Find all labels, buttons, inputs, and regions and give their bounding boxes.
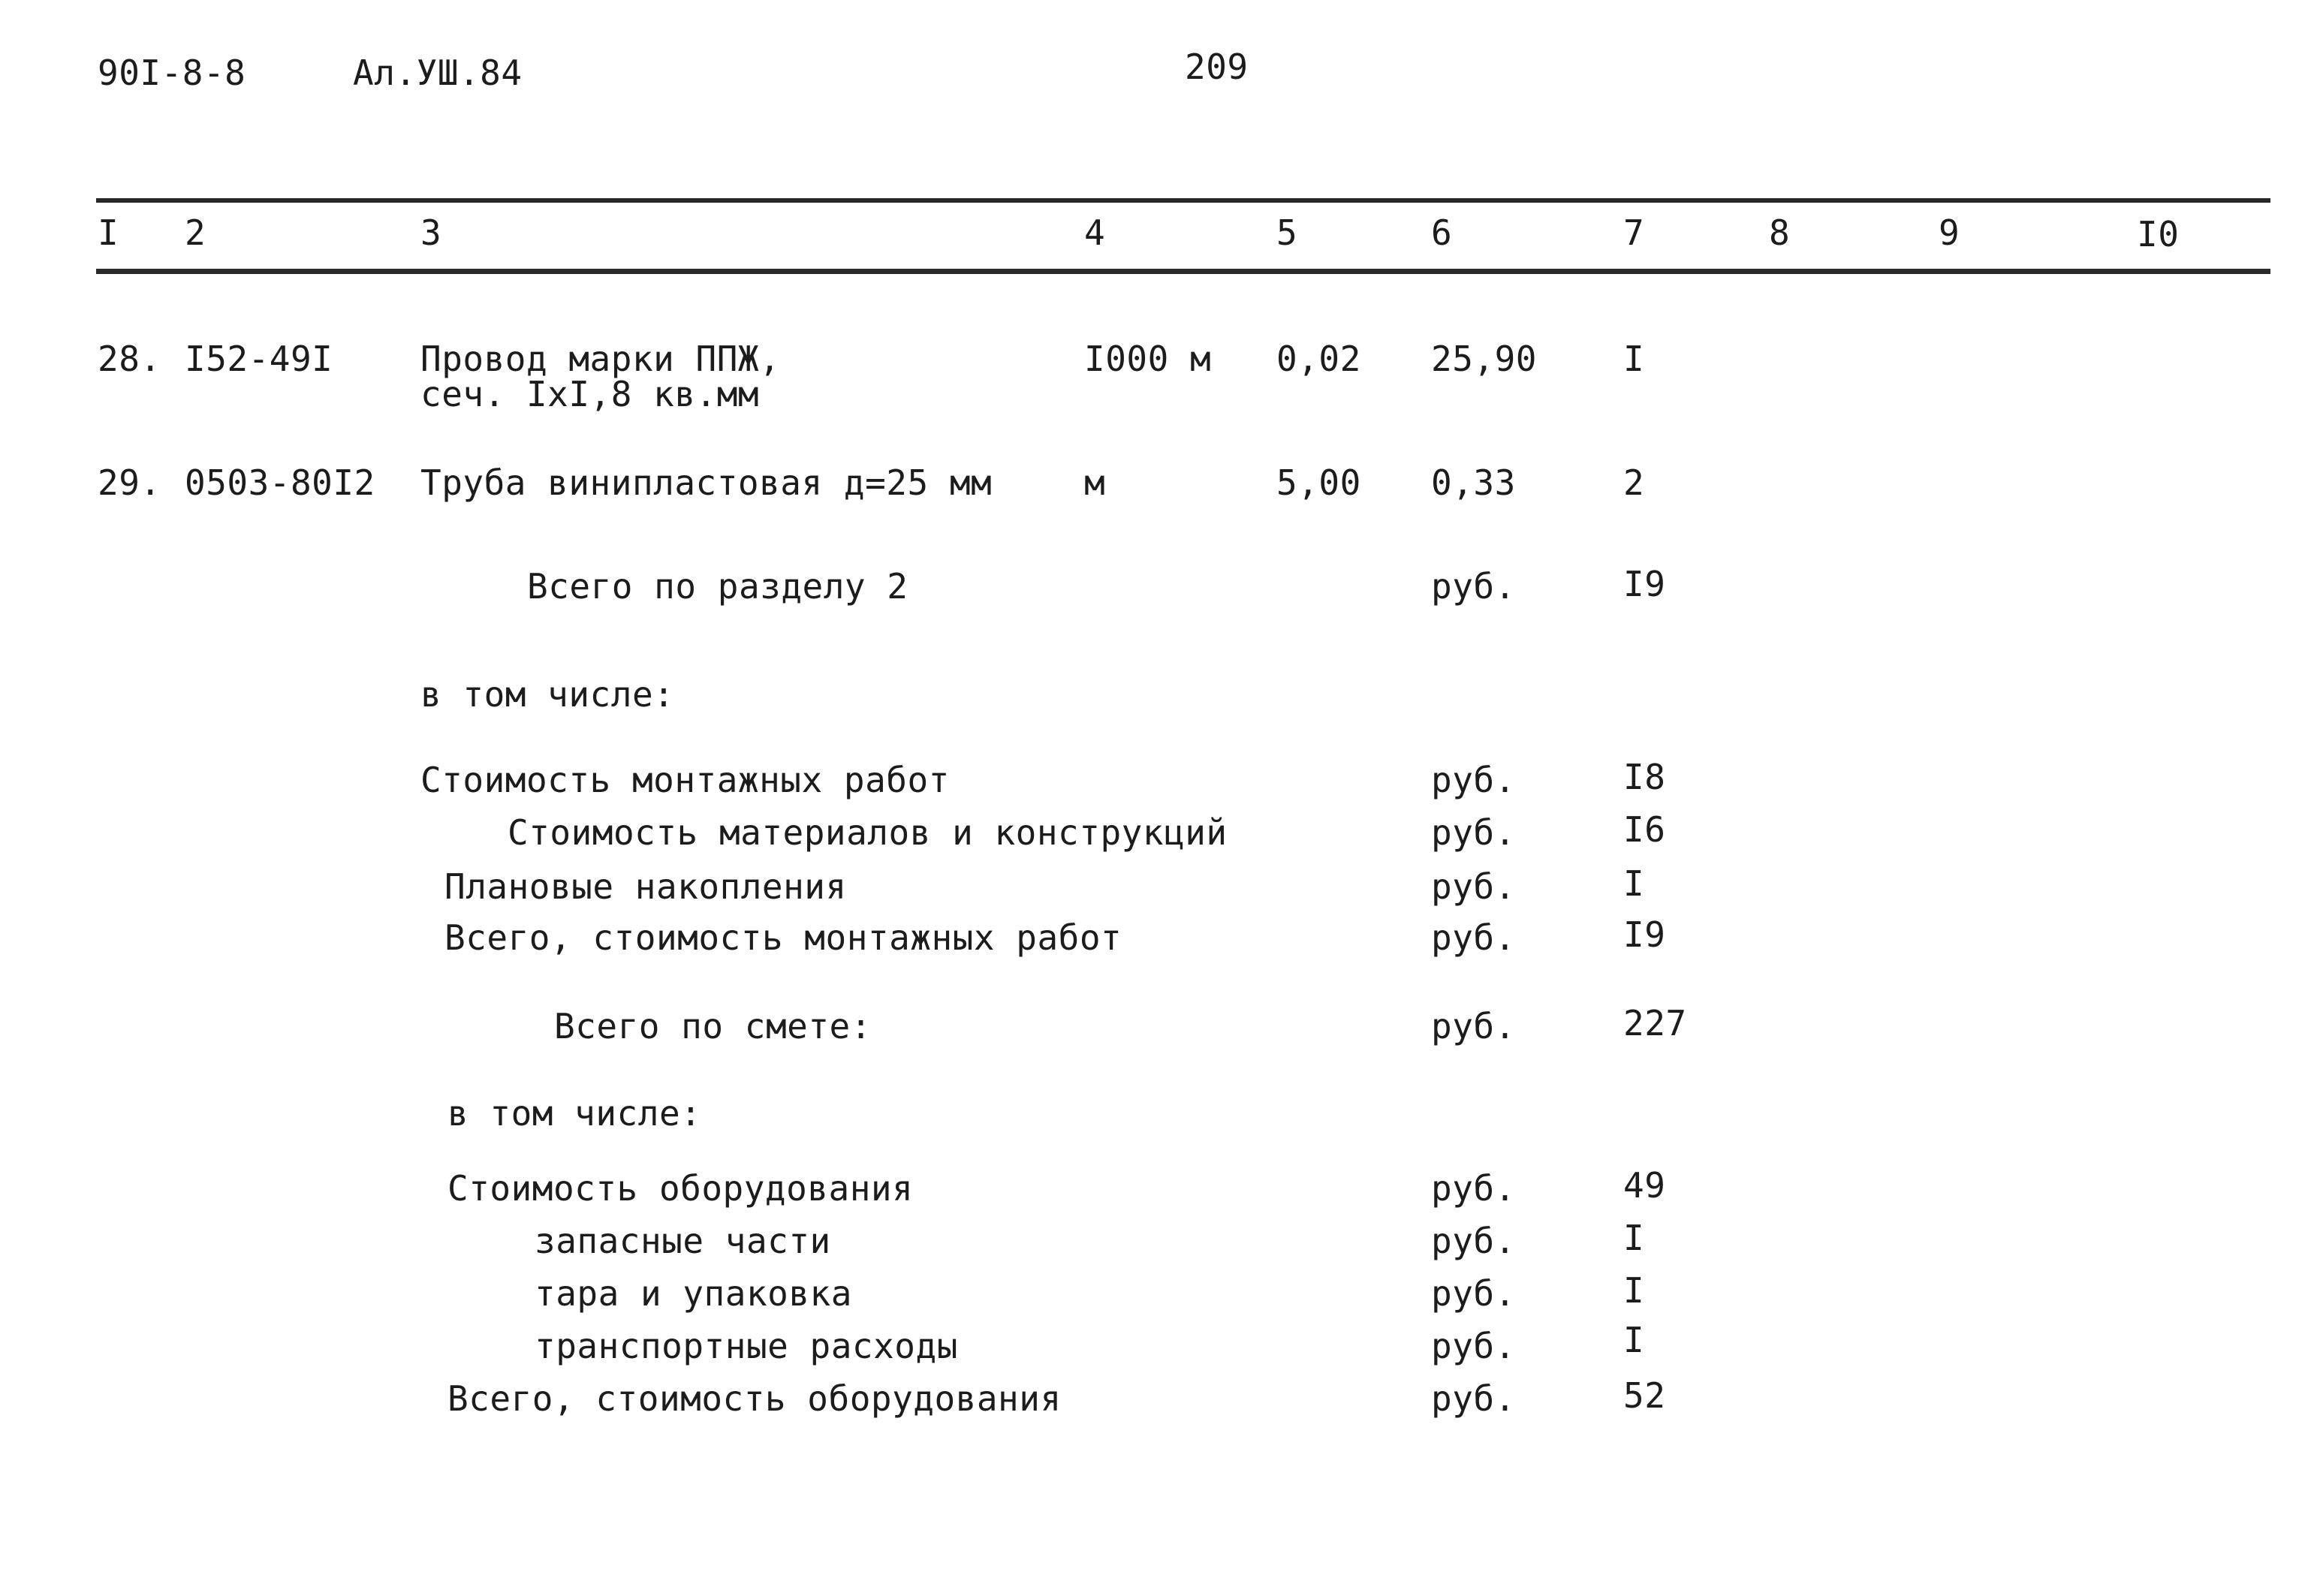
column-header: 8 — [1769, 212, 1791, 253]
section-total-label: Всего по разделу 2 — [527, 566, 908, 607]
row-name: Провод марки ППЖ, — [420, 339, 781, 379]
breakdown-value: I — [1623, 1218, 1645, 1258]
row-number: 29. — [98, 462, 161, 503]
estimate-total-label: Всего по смете: — [554, 1006, 872, 1046]
sheet-ref: Ал.УШ.84 — [353, 53, 523, 93]
column-header: 6 — [1431, 212, 1453, 253]
breakdown-label: Стоимость монтажных работ — [420, 760, 950, 800]
breakdown-value: 52 — [1623, 1375, 1666, 1416]
page-number: 209 — [1185, 47, 1249, 87]
including-label: в том числе: — [420, 674, 675, 715]
row-quantity: 5,00 — [1276, 462, 1361, 503]
breakdown-unit: руб. — [1431, 812, 1516, 853]
row-total: 2 — [1623, 462, 1645, 503]
breakdown-label: Всего, стоимость оборудования — [447, 1378, 1062, 1419]
row-unit: I000 м — [1084, 339, 1212, 379]
breakdown-unit: руб. — [1431, 1378, 1516, 1419]
breakdown-value: I — [1623, 1270, 1645, 1311]
breakdown-value: I8 — [1623, 757, 1666, 797]
column-header: 2 — [185, 212, 206, 253]
estimate-total-value: 227 — [1623, 1003, 1687, 1043]
row-price: 25,90 — [1431, 339, 1537, 379]
breakdown-unit: руб. — [1431, 917, 1516, 958]
breakdown-value: I — [1623, 863, 1645, 904]
breakdown-label: запасные части — [535, 1221, 831, 1261]
row-code: I52-49I — [185, 339, 333, 379]
breakdown-label: тара и упаковка — [535, 1273, 852, 1314]
row-unit: м — [1084, 462, 1106, 503]
breakdown-label: Стоимость материалов и конструкций — [508, 812, 1228, 853]
breakdown-label: Стоимость оборудования — [447, 1168, 914, 1209]
breakdown-label: Плановые накопления — [444, 866, 847, 907]
breakdown-value: I9 — [1623, 914, 1666, 955]
breakdown-unit: руб. — [1431, 1168, 1516, 1209]
column-header: I0 — [2137, 214, 2180, 254]
table-top-rule — [96, 198, 2270, 203]
column-header: 7 — [1623, 212, 1645, 253]
row-code: 0503-80I2 — [185, 462, 375, 503]
column-header: 3 — [420, 212, 442, 253]
column-header: I — [98, 212, 119, 253]
breakdown-value: I — [1623, 1320, 1645, 1360]
row-quantity: 0,02 — [1276, 339, 1361, 379]
breakdown-unit: руб. — [1431, 1221, 1516, 1261]
breakdown-label: транспортные расходы — [535, 1326, 958, 1366]
including-label: в том числе: — [447, 1093, 702, 1134]
row-name-continuation: сеч. IxI,8 кв.мм — [420, 374, 760, 414]
estimate-total-unit: руб. — [1431, 1006, 1516, 1046]
breakdown-unit: руб. — [1431, 1273, 1516, 1314]
column-header: 5 — [1276, 212, 1298, 253]
table-header-rule — [96, 269, 2270, 274]
row-name: Труба винипластовая д=25 мм — [420, 462, 993, 503]
row-price: 0,33 — [1431, 462, 1516, 503]
row-number: 28. — [98, 339, 161, 379]
section-total-value: I9 — [1623, 564, 1666, 604]
row-total: I — [1623, 339, 1645, 379]
breakdown-label: Всего, стоимость монтажных работ — [444, 917, 1122, 958]
breakdown-unit: руб. — [1431, 1326, 1516, 1366]
breakdown-unit: руб. — [1431, 866, 1516, 907]
doc-code: 90I-8-8 — [98, 53, 246, 93]
section-total-unit: руб. — [1431, 566, 1516, 607]
breakdown-unit: руб. — [1431, 760, 1516, 800]
breakdown-value: 49 — [1623, 1165, 1666, 1206]
breakdown-value: I6 — [1623, 809, 1666, 850]
column-header: 9 — [1939, 212, 1960, 253]
column-header: 4 — [1084, 212, 1106, 253]
